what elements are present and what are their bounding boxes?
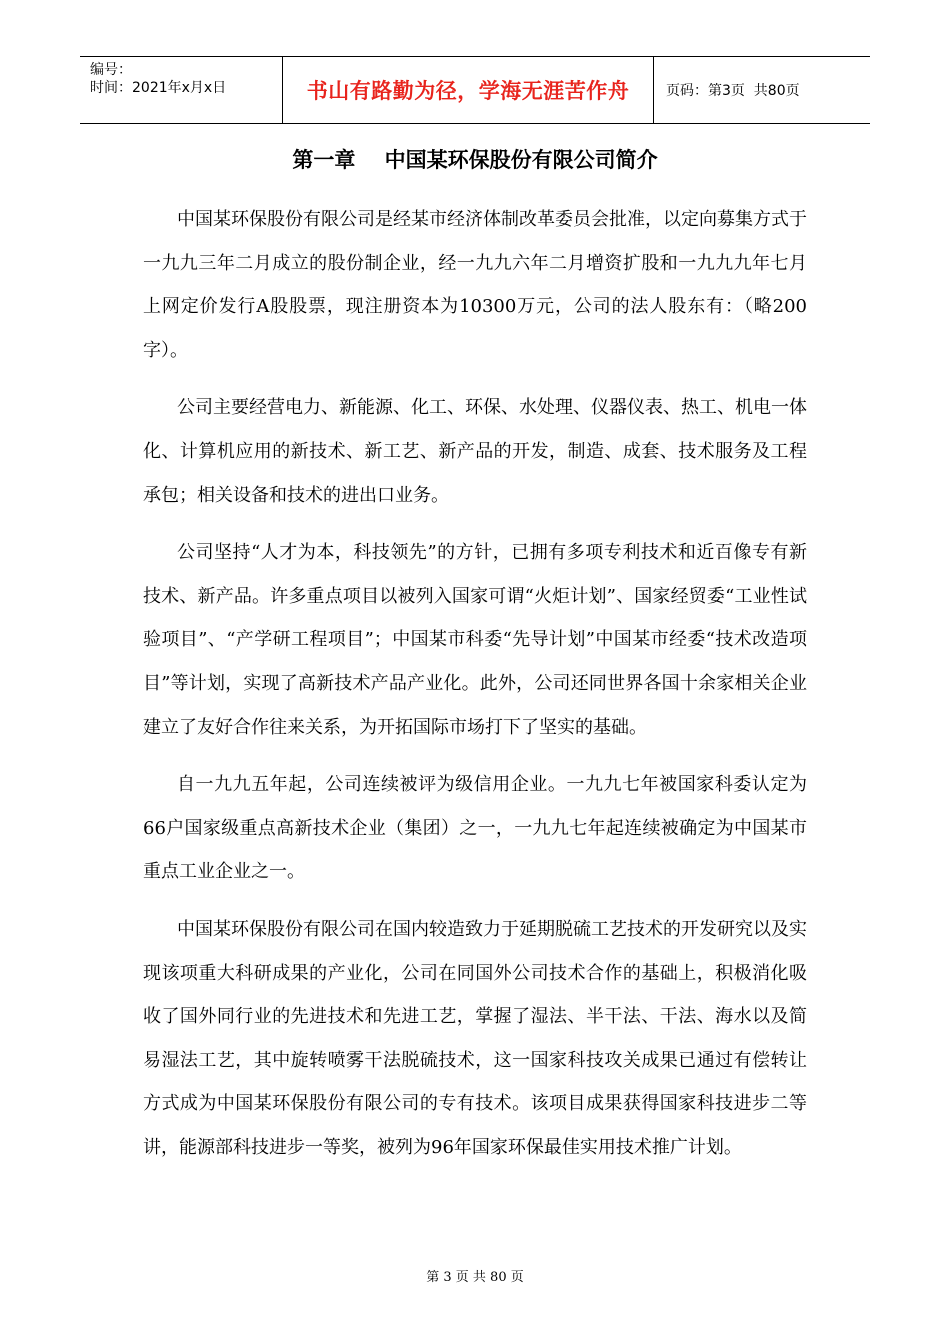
paragraph-3: 公司坚持“人才为本，科技领先”的方针，已拥有多项专利技术和近百像专有新技术、新产品。许多重点项目以被列入国家可谓“火炬计划”、国家经贸委“工业性试验项目”、“产学研工程项目”；中国某市科委“先导计划”中国某市经委“技术改造项目”等计划，实现了高新技术产品产业化。此外，公司还同世界各国十余家相关企业建立了友好合作往来关系，为开拓国际市场打下了坚实的基础。 bbox=[143, 542, 807, 738]
header-meta bbox=[80, 57, 282, 123]
header-motto: 书山有路勤为径，学海无涯苦作舟 bbox=[282, 57, 654, 123]
paragraph-2: 公司主要经营电力、新能源、化工、环保、水处理、仪器仪表、热工、机电一体化、计算机应用的新技术、新工艺、新产品的开发，制造、成套、技术服务及工程承包；相关设备和技术的进出口业务。 bbox=[143, 397, 807, 506]
chapter-title-text: 第一章 中国某环保股份有限公司简介 bbox=[292, 148, 658, 172]
footer-page-number: 第 3 页 共 80 页 bbox=[426, 1270, 524, 1285]
paragraph-1: 中国某环保股份有限公司是经某市经济体制改革委员会批准，以定向募集方式于一九九三年二月成立的股份制企业，经一九九六年二月增资扩股和一九九九年七月上网定价发行A股股票，现注册资本为10300万元，公司的法人股东有：（略200字）。 bbox=[143, 209, 807, 361]
chapter-title bbox=[0, 145, 950, 175]
page-footer bbox=[0, 1268, 950, 1288]
header-page-info bbox=[654, 57, 870, 123]
paragraph-5: 中国某环保股份有限公司在国内较造致力于延期脱硫工艺技术的开发研究以及实现该项重大科研成果的产业化，公司在同国外公司技术合作的基础上，积极消化吸收了国外同行业的先进技术和先进工艺，掌握了湿法、半干法、干法、海水以及简易湿法工艺，其中旋转喷雾干法脱硫技术，这一国家科技攻关成果已通过有偿转让方式成为中国某环保股份有限公司的专有技术。该项目成果获得国家科技进步二等讲，能源部科技进步一等奖，被列为96年国家环保最佳实用技术推广计划。 bbox=[143, 918, 807, 1158]
paragraph-4: 自一九九五年起，公司连续被评为级信用企业。一九九七年被国家科委认定为66户国家级重点高新技术企业（集团）之一，一九九七年起连续被确定为中国某市重点工业企业之一。 bbox=[143, 774, 807, 883]
page-header bbox=[80, 56, 870, 124]
main-content bbox=[143, 198, 807, 1183]
header-page-text: 页码：第3页 共80页 bbox=[666, 83, 800, 99]
document-number-label: 编号： bbox=[90, 62, 132, 78]
document-time: 时间：2021年x月x日 bbox=[90, 80, 227, 96]
